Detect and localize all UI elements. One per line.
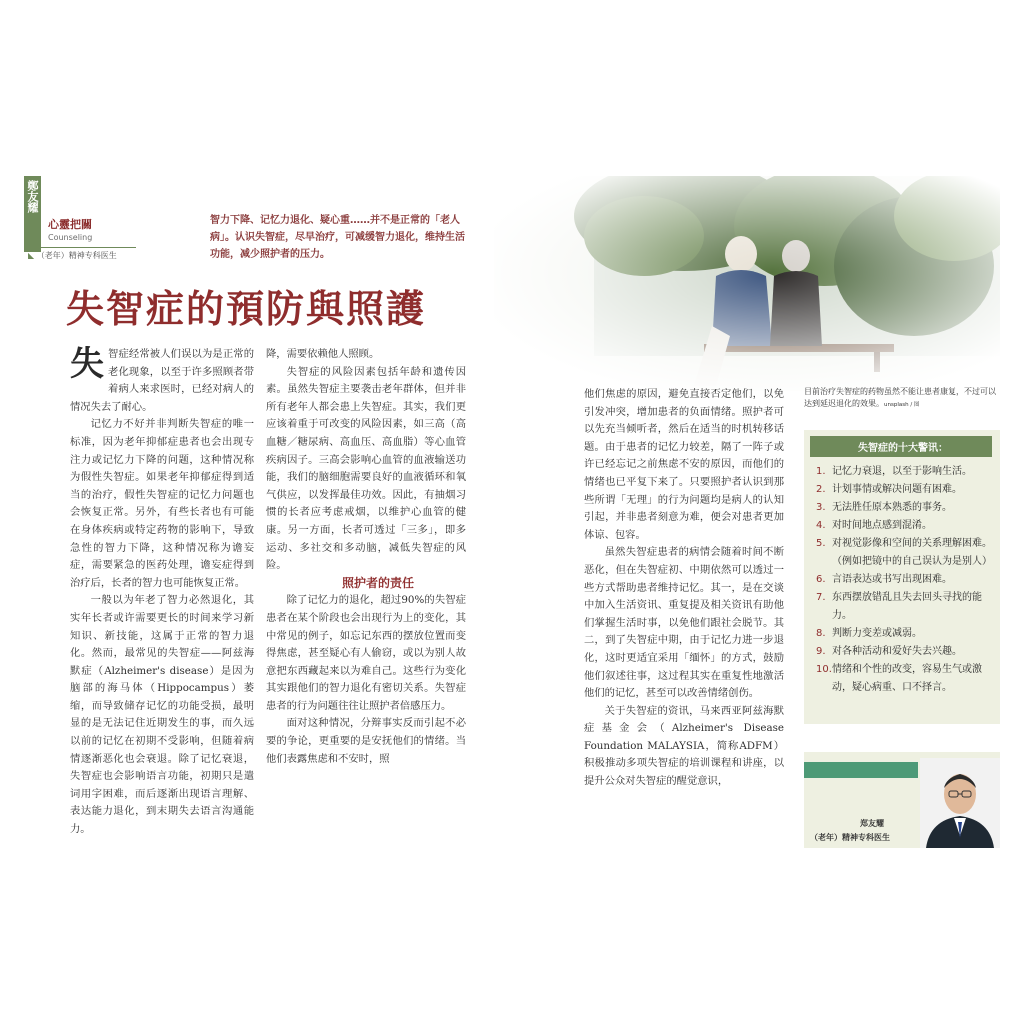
item-text: 对视觉影像和空间的关系理解困难。（例如把镜中的自己误认为是别人） (832, 538, 992, 567)
item-text: 对时间地点感到混淆。 (832, 520, 932, 531)
body-paragraph: 记忆力不好并非判断失智症的唯一标准，因为老年抑郁症患者也会出现专注力或记忆力下降的问题，这种情况称为假性失智症。如果老年抑郁症得到适当的治疗，假性失智症的记忆力问题也会恢复正常。另外，有些长者也有可能在身体疾病或特定药物的影响下，导致急性的智力下降，这种情况称为谵妄症，需要紧急的医药处理，谵妄症得到治疗后，长者的智力也可能恢复正常。 (70, 418, 254, 589)
section-subtitle: Counseling (48, 233, 93, 242)
chevron-right-icon: ◣ (28, 251, 35, 260)
elderly-couple-photo (494, 176, 1000, 391)
body-column-3 (584, 386, 784, 848)
author-title: （老年）精神专科医生 (810, 832, 890, 842)
item-number: 10. (816, 664, 832, 675)
item-number: 1. (816, 466, 826, 477)
warning-signs-list (804, 463, 1000, 697)
author-accent-bar (804, 762, 918, 778)
body-paragraph: 面对这种情况，分辩事实反而引起不必要的争论，更重要的是安抚他们的情绪。当他们表露焦虑和不安时，照 (266, 717, 466, 765)
photo-credit: unsplash / 图 (884, 402, 920, 408)
drop-cap: 失 (70, 346, 104, 384)
list-item (816, 481, 992, 499)
list-item (816, 643, 992, 661)
body-column-2 (266, 346, 466, 848)
list-item (816, 517, 992, 535)
caption-text: 目前治疗失智症的药物虽然不能让患者康复，不过可以达到延迟退化的效果。 (804, 387, 996, 408)
item-number: 4. (816, 520, 826, 531)
body-column-1 (70, 346, 254, 848)
list-item (816, 571, 992, 589)
section-title: 心靈把關 (48, 218, 92, 231)
item-number: 3. (816, 502, 826, 513)
paragraph-text: 智症经常被人们误以为是正常的老化现象，以至于许多照顾者带着病人来求医时，已经对病人的情况失去了耐心。 (70, 348, 254, 413)
item-number: 2. (816, 484, 826, 495)
item-text: 对各种活动和爱好失去兴趣。 (832, 646, 962, 657)
item-text: 东西摆放错乱且失去回头寻找的能力。 (832, 592, 982, 621)
warning-signs-box (804, 430, 1000, 724)
item-text: 记忆力衰退，以至于影响生活。 (832, 466, 972, 477)
item-number: 5. (816, 538, 826, 549)
body-paragraph: 降，需要依赖他人照顾。 (266, 348, 380, 360)
cover-photo (494, 176, 1000, 391)
author-vertical-text: 鄭友耀 (26, 180, 39, 213)
item-text: 情绪和个性的改变，容易生气或激动，疑心病重、口不择言。 (832, 664, 982, 693)
author-portrait-image (920, 758, 1000, 848)
body-paragraph: 虽然失智症患者的病情会随着时间不断恶化，但在失智症初、中期依然可以透过一些方式帮助患者维持记忆。其一，是在交谈中加入生活资讯、重复提及相关资讯有助他们掌握生活时事，以免他们跟社会脱节。其二，到了失智症中期，由于记忆力进一步退化，这时更适宜采用「缅怀」的方式，鼓励他们叙述往事，这过程其实在重复性地激活他们的记忆，甚至可以改善情绪创伤。 (584, 546, 784, 700)
author-vertical-tab (24, 176, 41, 252)
item-number: 6. (816, 574, 826, 585)
list-item (816, 499, 992, 517)
body-paragraph: 失智症的风险因素包括年龄和遗传因素。虽然失智症主要袭击老年群体，但并非所有老年人都会患上失智症。其实，我们更应该着重于可改变的风险因素，如三高（高血糖／糖尿病、高血压、高血脂）等心血管疾病因子。三高会影响心血管的血液输送功能，我们的脑细胞需要良好的血液循环和氧气供应，以发挥最佳功效。因此，有抽烟习惯的长者应考虑戒烟，以维护心血管的健康。另一方面，长者可透过「三多」，即多运动、多社交和多动脑，减低失智症的风险。 (266, 365, 466, 572)
warning-signs-title: 失智症的十大警讯： (810, 436, 992, 457)
body-paragraph: 除了记忆力的退化，超过90%的失智症患者在某个阶段也会出现行为上的变化，其中常见的例子，如忘记东西的摆放位置而变得焦虑，甚至疑心有人偷窃，或以为别人故意把东西藏起来以为难自己。这些行为变化其实跟他们的智力退化有密切关系。失智症患者的行为问题往往让照护者倍感压力。 (266, 594, 466, 712)
body-paragraph: 关于失智症的资讯，马来西亚阿兹海默症基金会（Alzheimer's Disease Foundation MALAYSIA，简称ADFM）积极推动多项失智症的培训课程和讲座，以提升公众对失智症的醒觉意识， (584, 704, 784, 788)
photo-caption (804, 386, 1000, 411)
list-item (816, 625, 992, 643)
list-item (816, 535, 992, 571)
list-item (816, 661, 992, 697)
body-paragraph: 一般以为年老了智力必然退化，其实年长者或许需要更长的时间来学习新知识、新技能，这属于正常的智力退化。然而，最常见的失智症——阿兹海默症（Alzheimer's disease）是因为脑部的海马体（Hippocampus）萎缩，而导致储存记忆的功能受损，最明显的是无法记住近期发生的事，而久远以前的记忆在初期不受影响，但随着病情逐渐恶化也会衰退。除了记忆衰退，失智症也会影响语言功能，初期只是遣词用字困难，而后逐渐出现语言理解、表达能力退化，到末期失去语言沟通能力。 (70, 594, 254, 836)
subheading: 照护者的责任 (341, 575, 414, 590)
page-title: 失智症的預防與照護 (66, 286, 427, 331)
body-paragraph: 他们焦虑的原因，避免直接否定他们，以免引发冲突，增加患者的负面情绪。照护者可以先充当倾听者，然后在适当的时机转移话题。由于患者的记忆力较差，隔了一阵子或许已经忘记之前焦虑不安的原因，而他们的情绪也已平复下来了。只要照护者认识到那些所谓「无理」的行为问题均是病人的认知引起，并非患者刻意为难，便会对患者更加体谅、包容。 (584, 388, 784, 541)
item-text: 言语表达或书写出现困难。 (832, 574, 952, 585)
list-item (816, 589, 992, 625)
author-role-line (28, 250, 117, 261)
item-text: 判断力变差或减弱。 (832, 628, 922, 639)
item-text: 计划事情或解决问题有困难。 (832, 484, 962, 495)
item-number: 9. (816, 646, 826, 657)
magazine-spread (24, 176, 1000, 848)
list-item (816, 463, 992, 481)
item-text: 无法胜任原本熟悉的事务。 (832, 502, 952, 513)
lead-paragraph: 智力下降、记忆力退化、疑心重……并不是正常的「老人病」。认识失智症，尽早治疗，可减缓智力退化，维持生活功能，减少照护者的压力。 (210, 215, 465, 260)
author-box (804, 752, 1000, 848)
header-divider (24, 247, 136, 248)
role-text: （老年）精神专科医生 (36, 251, 117, 260)
author-portrait (920, 758, 1000, 848)
item-number: 8. (816, 628, 826, 639)
item-number: 7. (816, 592, 826, 603)
body-paragraph (70, 346, 254, 416)
author-name: 郑友耀 (860, 818, 884, 828)
